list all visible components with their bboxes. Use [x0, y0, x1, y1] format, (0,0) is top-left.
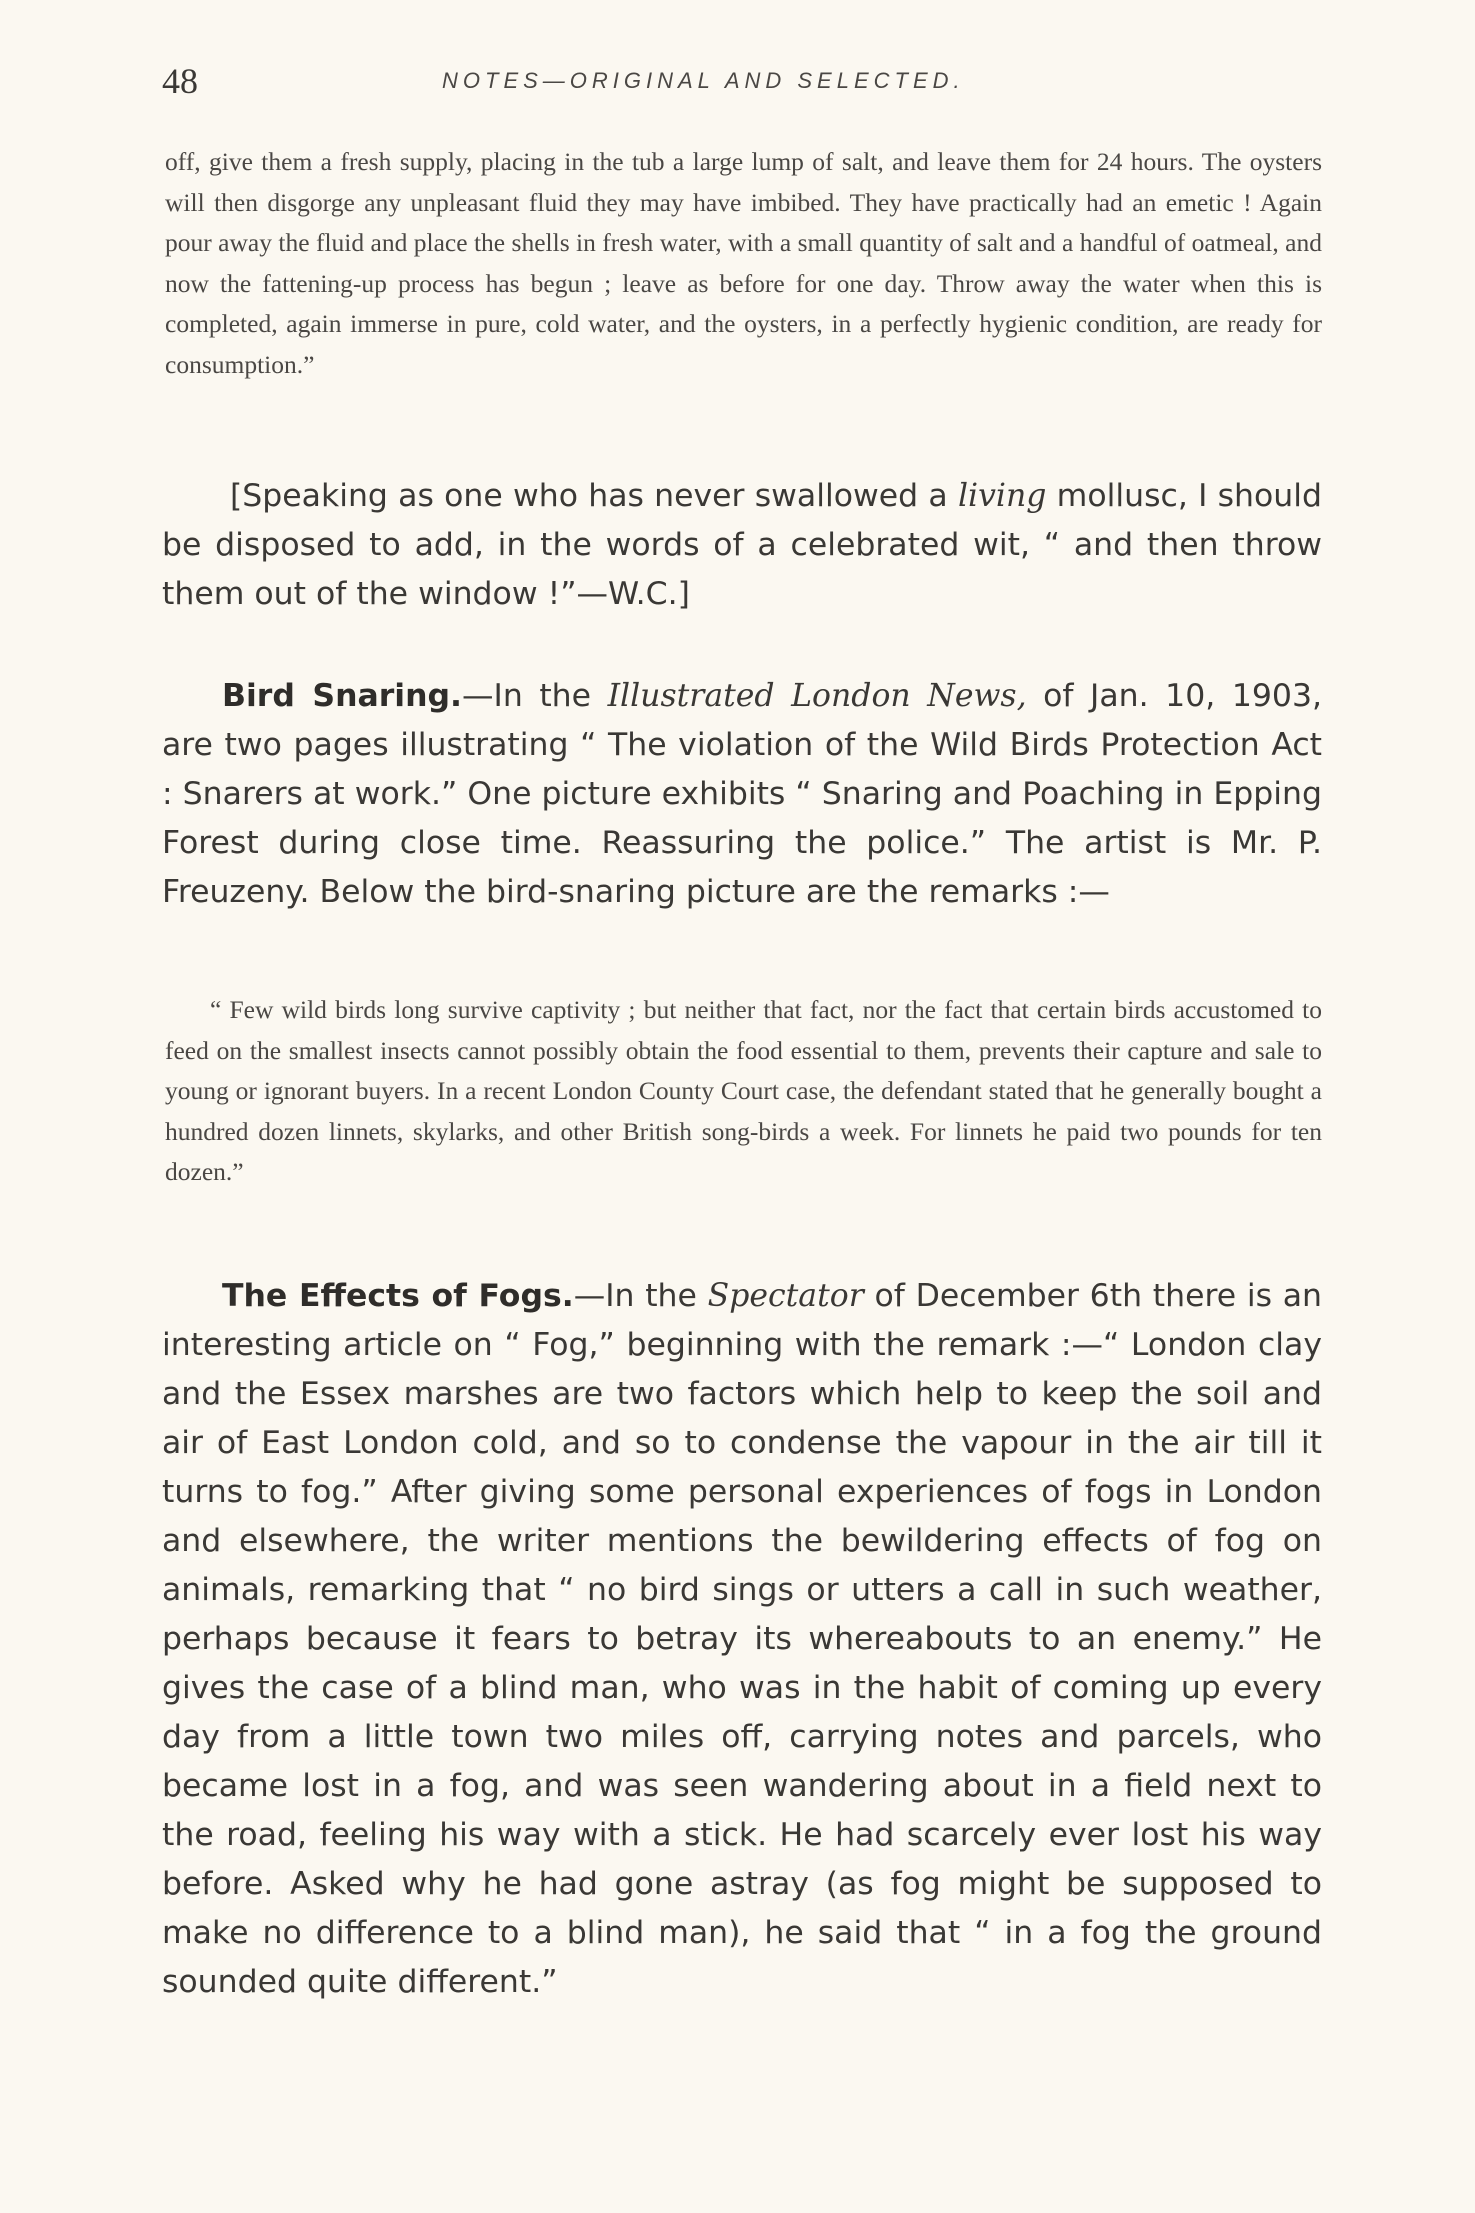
bird-snaring-quote	[165, 990, 1322, 1193]
editor-note	[162, 472, 1322, 619]
editor-note-italic: living	[957, 478, 1047, 514]
bird-snaring-heading: Bird Snaring.	[222, 678, 463, 714]
oyster-paragraph-text: off, give them a fresh supply, placing in the tub a large lump of salt, and leave them for 24 hours. The oysters will then disgorge any unpleasant fluid they may have imbibed. They have practically had an emetic ! Again pour away the fluid and place the shells in fresh water, with a small quantity of salt and a handful of oatmeal, and now the fattening-up process has begun ; leave as before for one day. Throw away the water when this is completed, again immerse in pure, cold water, and the oysters, in a perfectly hygienic condition, are ready for consumption.”	[165, 147, 1322, 379]
fogs-publication: Spectator	[707, 1278, 864, 1314]
running-title: NOTES—ORIGINAL AND SELECTED.	[442, 68, 965, 93]
fogs-text1: —In the	[573, 1278, 708, 1314]
editor-note-before: [Speaking as one who has never swallowed a	[230, 478, 958, 514]
editor-note-after: mollusc, I should be disposed to add, in the words of a celebrated wit, “ and then throw them out of the window !”—W.C.]	[162, 478, 1322, 612]
fogs-section	[162, 1272, 1322, 2007]
bird-snaring-quote-text: “ Few wild birds long survive captivity ; but neither that fact, nor the fact that certain birds accustomed to feed on the smallest insects cannot possibly obtain the food essential to them, prevents their capture and sale to young or ignorant buyers. In a recent London County Court case, the defendant stated that he generally bought a hundred dozen linnets, skylarks, and other British song-birds a week. For linnets he paid two pounds for ten dozen.”	[165, 995, 1322, 1186]
fogs-heading: The Effects of Fogs.	[222, 1278, 574, 1314]
oyster-paragraph	[165, 142, 1322, 385]
running-header	[162, 60, 1322, 104]
fogs-text2: of December 6th there is an interesting article on “ Fog,” beginning with the remark :—“ London clay and the Essex marshes are two factors which help to keep the soil and air of East London cold, and so to condense the vapour in the air till it turns to fog.” After giving some personal experiences of fogs in London and elsewhere, the writer mentions the bewildering effects of fog on animals, remarking that “ no bird sings or utters a call in such weather, perhaps because it fears to betray its whereabouts to an enemy.” He gives the case of a blind man, who was in the habit of coming up every day from a little town two miles off, carrying notes and parcels, who became lost in a fog, and was seen wandering about in a field next to the road, feeling his way with a stick. He had scarcely ever lost his way before. Asked why he had gone astray (as fog might be supposed to make no difference to a blind man), he said that “ in a fog the ground sounded quite different.”	[162, 1278, 1322, 2000]
fogs-paragraph	[162, 1272, 1322, 2007]
bird-snaring-text1: —In the	[462, 678, 608, 714]
bird-snaring-section	[162, 672, 1322, 917]
bird-snaring-paragraph	[162, 672, 1322, 917]
editor-note-text	[162, 472, 1322, 619]
bird-snaring-publication: Illustrated London News,	[607, 678, 1027, 714]
bird-snaring-text2: of Jan. 10, 1903, are two pages illustrating “ The violation of the Wild Birds Protection Act : Snarers at work.” One picture exhibits “ Snaring and Poaching in Epping Forest during close time. Reassuring the police.” The artist is Mr. P. Freuzeny. Below the bird-snaring picture are the remarks :—	[162, 678, 1322, 910]
page-number: 48	[162, 61, 198, 101]
